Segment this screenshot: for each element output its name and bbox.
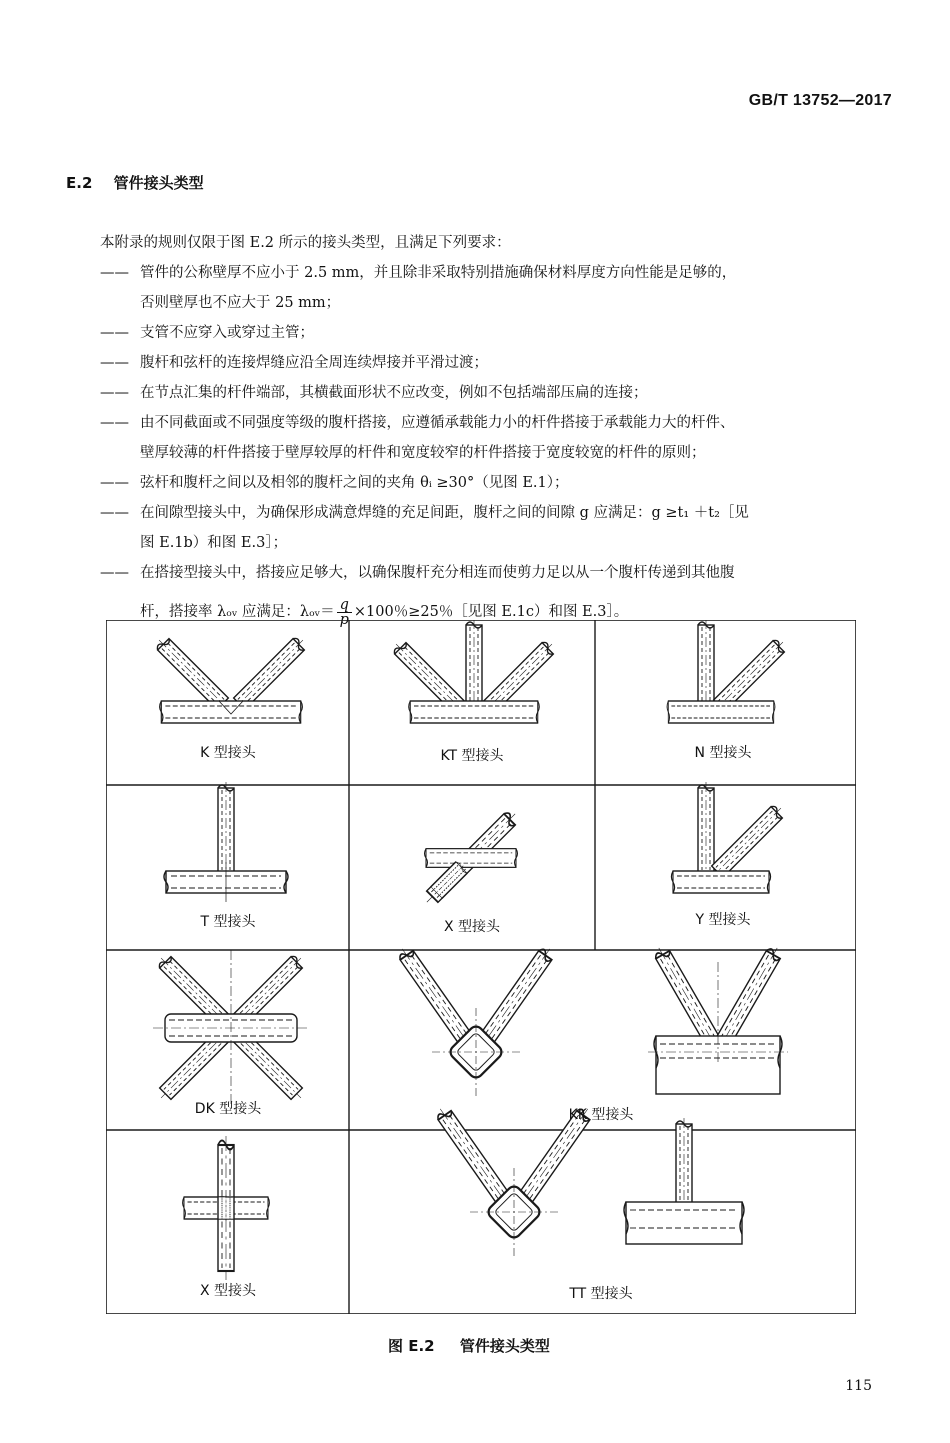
x-joint-cross-diagram xyxy=(183,1136,270,1280)
list-item-continuation: 图 E.1b）和图 E.3］； xyxy=(140,535,288,551)
figure-number: 图 E.2 xyxy=(388,1337,435,1355)
joint-types-figure xyxy=(106,620,856,1314)
list-item-continuation: 壁厚较薄的杆件搭接于壁厚较厚的杆件和宽度较窄的杆件搭接于宽度较宽的杆件的原则； xyxy=(140,445,706,461)
requirements-text xyxy=(100,228,895,636)
section-title: 管件接头类型 xyxy=(113,174,204,192)
caption-kt-joint: KT 型接头 xyxy=(440,748,504,764)
overlap-formula-line: 杆，搭接率 λₒᵥ 应满足：λₒᵥ＝ $\frac{q}{p}$ ×100％≥25％［见图 E.1c）和图 E.3］。 xyxy=(140,596,629,628)
section-number: E.2 xyxy=(66,174,93,192)
tt-joint-box-view xyxy=(434,1104,595,1256)
caption-y-joint: Y 型接头 xyxy=(695,912,751,928)
list-item: —— 腹杆和弦杆的连接焊缝应沿全周连续焊接并平滑过渡； xyxy=(100,355,488,371)
caption-tt-joint: TT 型接头 xyxy=(569,1286,633,1302)
standard-number: GB/T 13752—2017 xyxy=(748,92,892,109)
caption-k-joint: K 型接头 xyxy=(200,745,256,761)
dk-joint-diagram xyxy=(153,950,309,1106)
page-number: 115 xyxy=(845,1378,872,1394)
list-item: —— 由不同截面或不同强度等级的腹杆搭接，应遵循承载能力小的杆件搭接于承载能力大的杆件、 xyxy=(100,415,735,431)
tt-joint-side-view xyxy=(624,1118,744,1244)
kk-joint-side-view xyxy=(648,944,788,1094)
caption-x-joint-inclined: X 型接头 xyxy=(443,919,501,935)
y-joint-diagram xyxy=(671,782,786,893)
overlap-fraction: $\frac{q}{p}$ xyxy=(337,598,352,627)
list-item: —— 在搭接型接头中，搭接应足够大，以确保腹杆充分相连而使剪力足以从一个腹杆传递到其他腹 xyxy=(100,565,735,581)
figure-caption xyxy=(388,1335,550,1356)
list-item: —— 在间隙型接头中，为确保形成满意焊缝的充足间距，腹杆之间的间隙 g 应满足：g ≥t₁ ＋t₂［见 xyxy=(100,505,749,521)
caption-kk-joint: KK 型接头 xyxy=(568,1107,634,1123)
list-item: —— 管件的公称壁厚不应小于 2.5 mm，并且除非采取特别措施确保材料厚度方向性能是足够的， xyxy=(100,265,737,281)
x-joint-inclined-diagram xyxy=(421,808,521,908)
list-item: —— 在节点汇集的杆件端部，其横截面形状不应改变，例如不包括端部压扁的连接； xyxy=(100,385,648,401)
kk-joint-box-view xyxy=(396,944,557,1096)
caption-n-joint: N 型接头 xyxy=(694,745,752,761)
t-joint-diagram xyxy=(164,782,288,902)
section-heading xyxy=(66,172,204,193)
list-item-continuation: 否则壁厚也不应大于 25 mm； xyxy=(140,295,341,311)
intro-paragraph: 本附录的规则仅限于图 E.2 所示的接头类型，且满足下列要求： xyxy=(100,235,511,251)
k-joint-diagram xyxy=(153,634,308,723)
figure-title: 管件接头类型 xyxy=(459,1337,550,1355)
joint-diagrams xyxy=(106,620,856,1314)
list-item: —— 支管不应穿入或穿过主管； xyxy=(100,325,314,341)
list-item: —— 弦杆和腹杆之间以及相邻的腹杆之间的夹角 θᵢ ≥30°（见图 E.1）； xyxy=(100,475,569,491)
caption-dk-joint: DK 型接头 xyxy=(194,1101,262,1117)
caption-x-joint-cross: X 型接头 xyxy=(199,1283,257,1299)
kt-joint-diagram xyxy=(390,620,557,723)
caption-t-joint: T 型接头 xyxy=(200,914,256,930)
n-joint-diagram xyxy=(667,620,789,723)
